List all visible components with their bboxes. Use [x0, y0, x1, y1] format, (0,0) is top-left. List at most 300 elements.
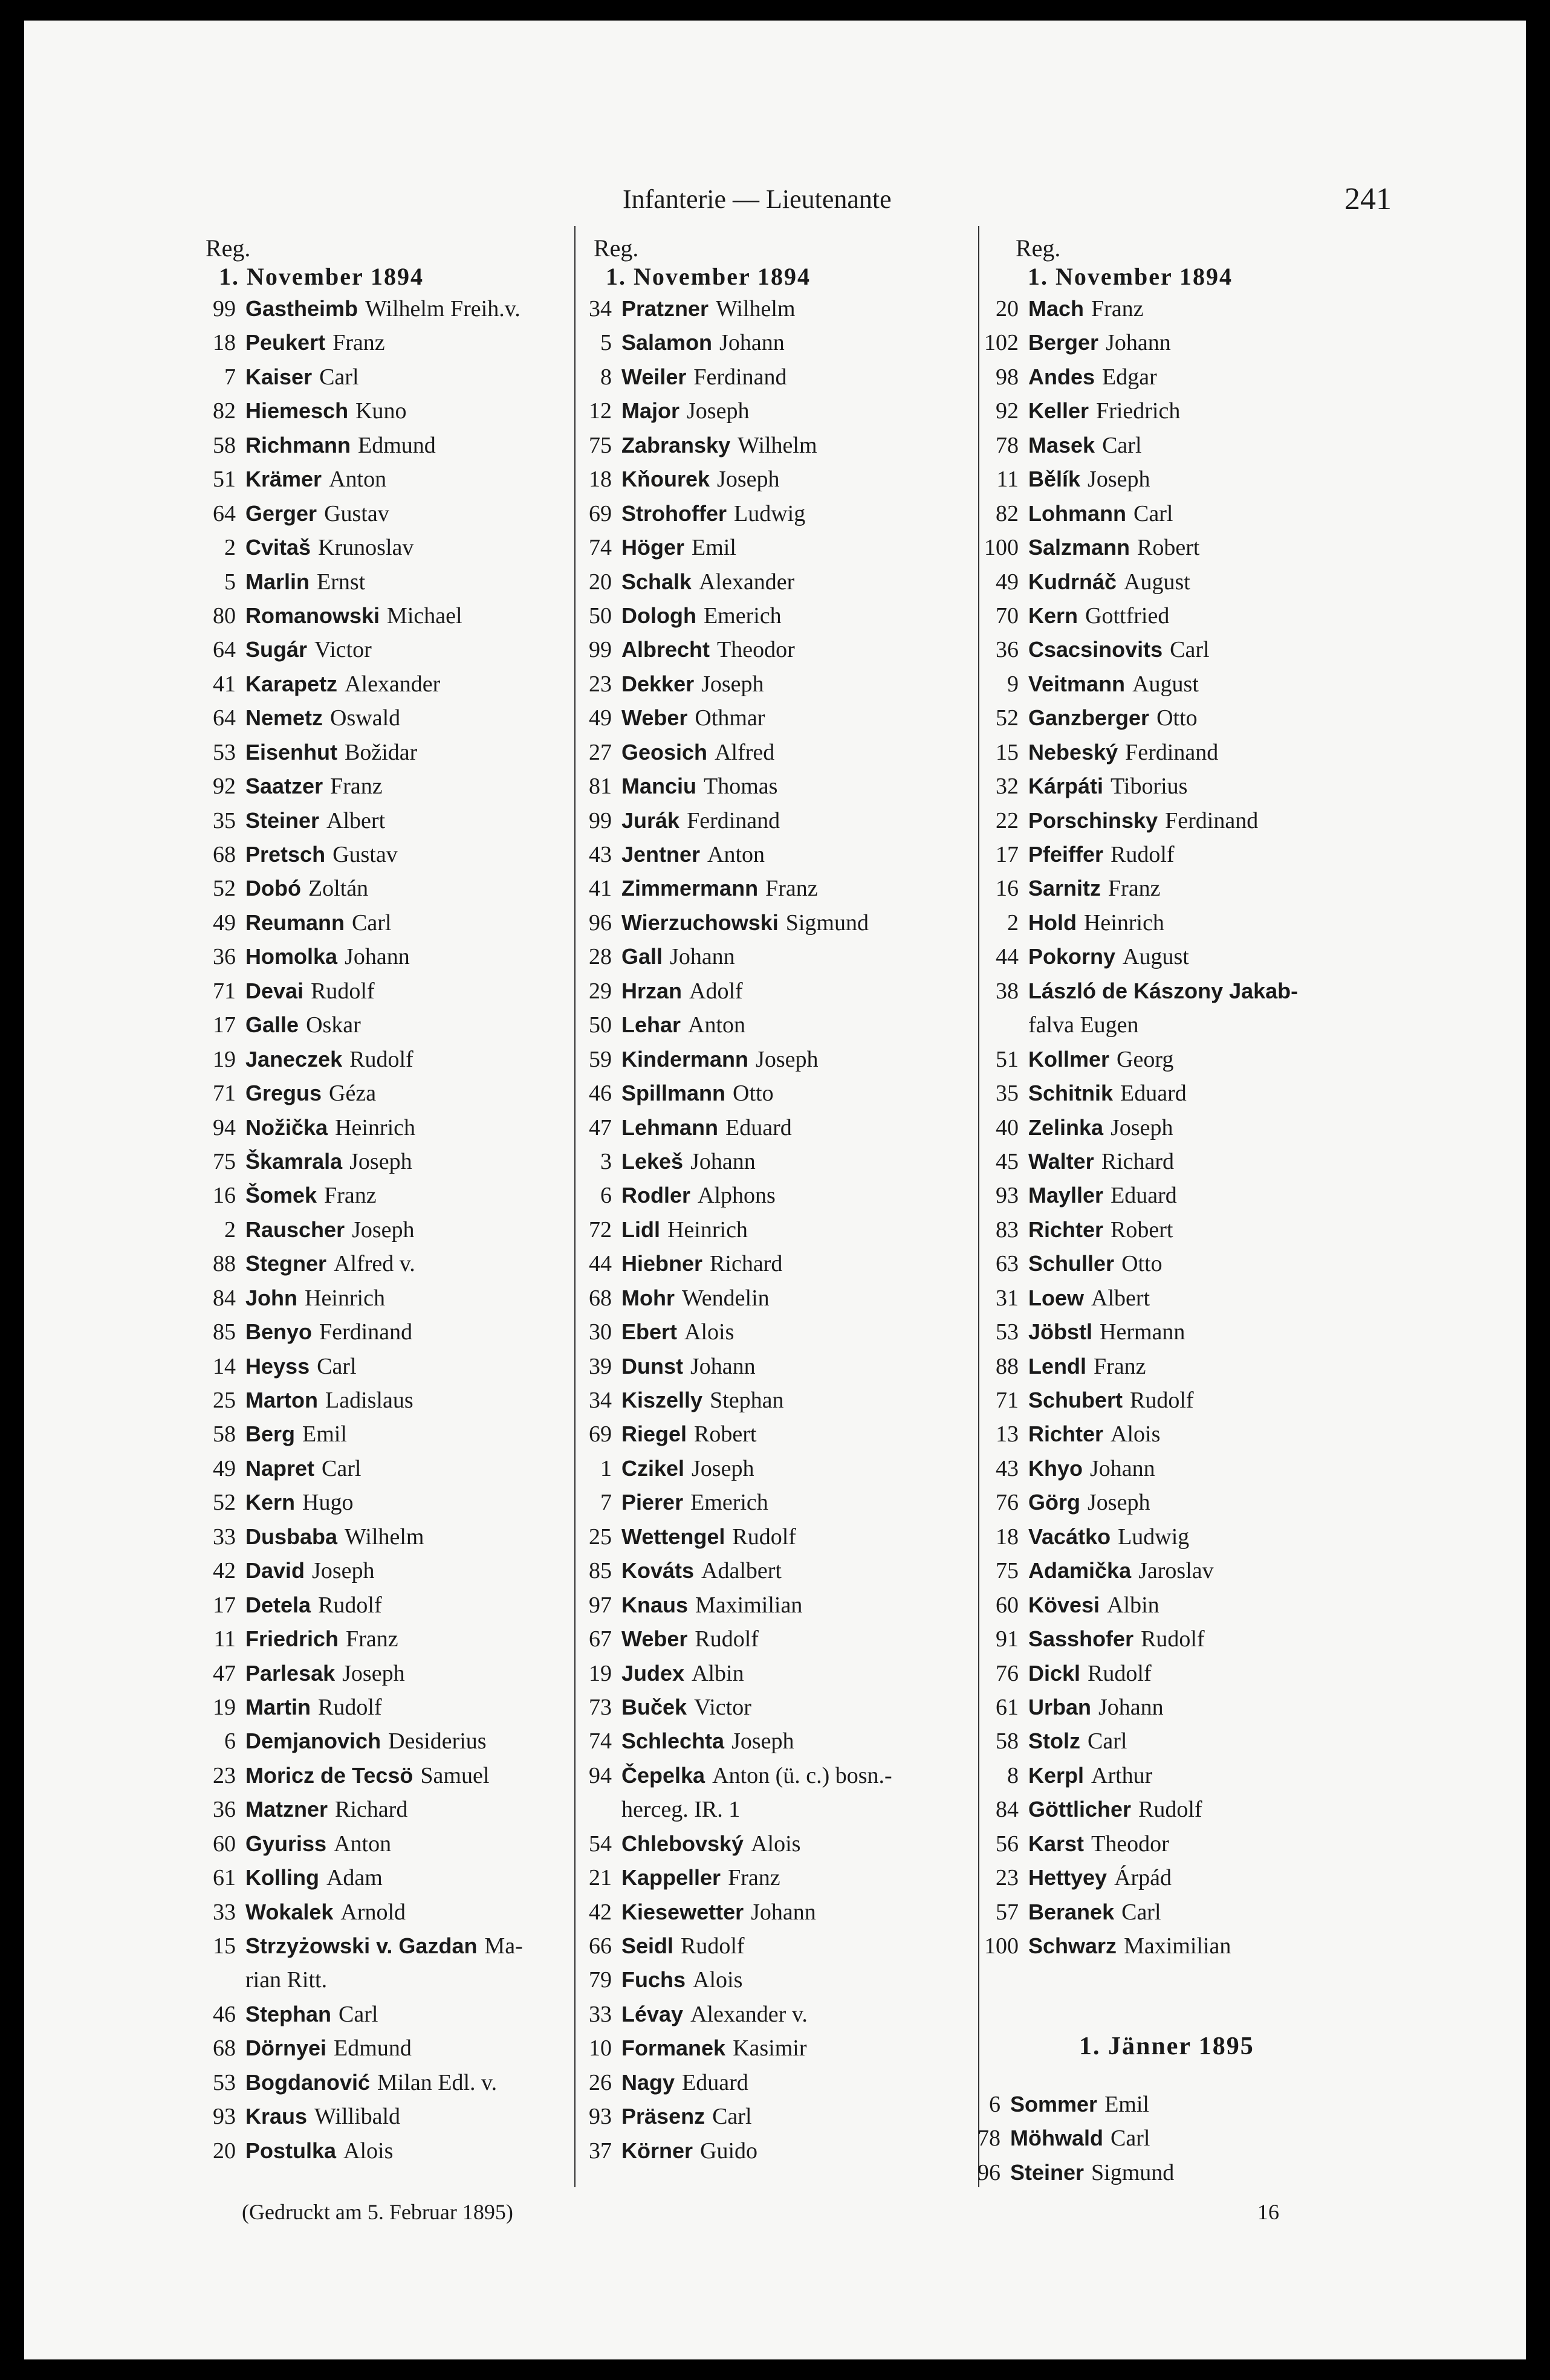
regiment-number: 84 [996, 1797, 1019, 1823]
given-name: Robert [1111, 1217, 1173, 1243]
regiment-number: 15 [213, 1933, 236, 1959]
regiment-number: 35 [996, 1081, 1019, 1107]
regiment-number: 10 [589, 2036, 612, 2061]
list-item [169, 906, 523, 940]
list-item [545, 326, 892, 360]
surname: Šomek [245, 1183, 317, 1208]
given-name: Adalbert [701, 1558, 782, 1584]
regiment-number: 75 [213, 1148, 236, 1174]
surname: Schlechta [621, 1728, 725, 1754]
list-item [545, 1383, 892, 1417]
list-item [545, 1417, 892, 1451]
regiment-number: 93 [213, 2104, 236, 2130]
given-name: Emil [692, 535, 736, 561]
regiment-number: 70 [996, 603, 1019, 629]
regiment-number: 93 [589, 2104, 612, 2130]
given-name: Carl [1102, 432, 1142, 458]
surname: Stephan [245, 2001, 332, 2026]
list-item [169, 1588, 523, 1622]
regiment-number: 44 [996, 944, 1019, 970]
list-item [952, 1315, 1298, 1349]
list-item [952, 326, 1298, 360]
list-item [169, 599, 523, 633]
given-name: Carl [1088, 1728, 1127, 1754]
regiment-number: 63 [996, 1251, 1019, 1277]
list-item [934, 2156, 1174, 2190]
surname: Kováts [621, 1558, 695, 1583]
list-item [169, 292, 523, 326]
given-name: Ludwig [1118, 1524, 1190, 1550]
list-item [545, 1588, 892, 1622]
given-name: Rudolf [349, 1046, 413, 1072]
given-name: Willibald [314, 2104, 401, 2130]
list-item [169, 1179, 523, 1212]
surname: Höger [621, 535, 685, 560]
list-item [545, 736, 892, 769]
given-name: Franz [1108, 876, 1161, 902]
regiment-number: 61 [996, 1694, 1019, 1720]
regiment-number: 33 [213, 1524, 236, 1550]
surname: Czikel [621, 1455, 685, 1481]
given-name: Johann [690, 1148, 756, 1174]
given-name: Johann [1106, 330, 1171, 356]
given-name: Heinrich [335, 1114, 416, 1140]
given-name: Jaroslav [1138, 1558, 1214, 1584]
surname: Kraus [245, 2104, 308, 2129]
regiment-number: 9 [1007, 671, 1019, 697]
surname: Richmann [245, 432, 351, 458]
surname: Kollmer [1028, 1046, 1110, 1072]
given-name: Alois [343, 2138, 394, 2164]
surname: Stegner [245, 1251, 327, 1276]
given-name: Richard [335, 1797, 408, 1823]
given-name: Carl [317, 1353, 357, 1379]
regiment-number: 12 [589, 398, 612, 424]
list-item [952, 1657, 1298, 1690]
regiment-number: 74 [589, 1728, 612, 1754]
surname: Strohoffer [621, 500, 727, 526]
regiment-number: 2 [1007, 910, 1019, 936]
given-name: Robert [1137, 535, 1200, 561]
surname: Kolling [245, 1865, 319, 1890]
list-item [545, 804, 892, 838]
given-name: Rudolf [1130, 1388, 1194, 1413]
given-name: Adam [326, 1865, 383, 1891]
regiment-number: 29 [589, 978, 612, 1004]
given-name: Franz [1091, 296, 1144, 322]
regiment-number: 67 [589, 1626, 612, 1652]
regiment-number: 58 [213, 1421, 236, 1447]
list-item [169, 1111, 523, 1145]
regiment-number: 23 [996, 1865, 1019, 1891]
given-name: Joseph [352, 1217, 415, 1243]
surname: Karst [1028, 1831, 1085, 1856]
given-name: August [1123, 944, 1189, 970]
given-name: Otto [733, 1081, 774, 1107]
list-item [952, 428, 1298, 462]
surname: Knaus [621, 1592, 689, 1617]
given-name: Samuel [420, 1762, 490, 1788]
section-date-2: 1. Jänner 1895 [1079, 2032, 1254, 2060]
given-name: Albin [1107, 1592, 1159, 1618]
regiment-number: 36 [996, 637, 1019, 663]
given-name: Rudolf [318, 1592, 382, 1618]
list-item [952, 1486, 1298, 1519]
list-item [169, 1486, 523, 1519]
section-date: 1. November 1894 [606, 263, 811, 290]
list-item [169, 1350, 523, 1383]
list-item [545, 1657, 892, 1690]
given-name: Joseph [701, 671, 764, 697]
given-name: Carl [1121, 1899, 1161, 1925]
surname: Sasshofer [1028, 1626, 1134, 1652]
regiment-number: 85 [213, 1319, 236, 1345]
surname: Heyss [245, 1353, 310, 1379]
given-name: Carl [712, 2104, 752, 2130]
surname: Homolka [245, 944, 338, 969]
surname: Rauscher [245, 1217, 345, 1242]
regiment-number: 46 [213, 2001, 236, 2027]
given-name: Kuno [355, 398, 407, 424]
list-item [169, 1690, 523, 1724]
surname: Lidl [621, 1217, 660, 1242]
list-item [545, 1929, 892, 1963]
surname: Kern [245, 1490, 296, 1515]
surname: Salzmann [1028, 535, 1130, 560]
list-item [545, 1452, 892, 1486]
given-name: Ladislaus [325, 1388, 413, 1413]
list-item [952, 1861, 1298, 1895]
given-name: Stephan [710, 1388, 784, 1413]
regiment-number: 18 [589, 467, 612, 493]
column-1 [169, 235, 523, 2168]
regiment-number: 8 [1007, 1762, 1019, 1788]
list-item [952, 1179, 1298, 1212]
surname: Sugár [245, 637, 308, 662]
regiment-number: 52 [213, 1490, 236, 1516]
list-item [169, 1997, 523, 2031]
surname: Pierer [621, 1490, 684, 1515]
reg-label: Reg. [594, 234, 639, 262]
column-2 [545, 235, 892, 2168]
list-item [952, 531, 1298, 564]
list-item [952, 1383, 1298, 1417]
surname: Veitmann [1028, 671, 1126, 696]
surname: Kern [1028, 603, 1078, 628]
surname: Berg [245, 1421, 296, 1447]
list-item [952, 1622, 1298, 1656]
given-name: Franz [330, 774, 383, 800]
given-name: Maximilian [1124, 1933, 1231, 1959]
given-name: Heinrich [667, 1217, 748, 1243]
list-item [169, 326, 523, 360]
surname: Cvitaš [245, 535, 311, 560]
regiment-number: 51 [213, 467, 236, 493]
surname: Nagy [621, 2069, 675, 2095]
given-name: Anton [329, 467, 387, 493]
given-name: Georg [1117, 1046, 1174, 1072]
section-date: 1. November 1894 [219, 263, 424, 290]
regiment-number: 25 [589, 1524, 612, 1550]
regiment-number: 64 [213, 500, 236, 526]
list-item [952, 1827, 1298, 1861]
list-item [545, 1350, 892, 1383]
given-name: Rudolf [732, 1524, 796, 1550]
given-name: Ludwig [734, 500, 806, 526]
regiment-number: 69 [589, 500, 612, 526]
given-name: Emerich [690, 1490, 768, 1516]
surname: Hiebner [621, 1251, 703, 1276]
given-name: Božidar [345, 739, 418, 765]
surname: Benyo [245, 1319, 313, 1345]
list-item [545, 701, 892, 735]
list-item [545, 769, 892, 803]
regiment-number: 81 [589, 774, 612, 800]
given-name: Oskar [306, 1012, 361, 1038]
surname: Richter [1028, 1421, 1104, 1447]
surname: Lendl [1028, 1353, 1086, 1379]
list-item [545, 1213, 892, 1247]
list-item [934, 2087, 1174, 2121]
regiment-number: 16 [213, 1183, 236, 1209]
given-name: Gustav [324, 500, 389, 526]
given-name: Johann [1098, 1694, 1164, 1720]
surname: Kárpáti [1028, 774, 1104, 799]
surname: Mayller [1028, 1183, 1104, 1208]
list-item [169, 940, 523, 974]
list-item [545, 1895, 892, 1929]
regiment-number: 41 [589, 876, 612, 902]
given-name: Rudolf [1088, 1660, 1152, 1686]
list-item [952, 701, 1298, 735]
given-name: Gustav [332, 842, 398, 867]
surname: Galle [245, 1012, 299, 1038]
surname: Wierzuchowski [621, 910, 779, 935]
list-item [952, 565, 1298, 599]
regiment-number: 22 [996, 807, 1019, 833]
surname: Geosich [621, 739, 708, 765]
regiment-number: 16 [996, 876, 1019, 902]
regiment-number: 52 [996, 705, 1019, 731]
surname: Čepelka [621, 1762, 705, 1788]
surname: Lohmann [1028, 500, 1126, 526]
given-name: Ernst [317, 569, 366, 595]
given-name: Eduard [725, 1114, 792, 1140]
regiment-number: 71 [213, 1081, 236, 1107]
regiment-number: 76 [996, 1490, 1019, 1516]
regiment-number: 19 [213, 1694, 236, 1720]
regiment-number: 82 [996, 500, 1019, 526]
list-item [545, 1690, 892, 1724]
list-item [169, 1383, 523, 1417]
given-name: Johann [719, 330, 785, 356]
given-name: Albin [692, 1660, 744, 1686]
given-name: Anton (ü. c.) bosn.- [712, 1762, 892, 1788]
list-item [545, 1759, 892, 1793]
list-item [952, 871, 1298, 905]
surname: Peukert [245, 330, 326, 355]
regiment-number: 61 [213, 1865, 236, 1891]
given-name: Theodor [717, 637, 795, 663]
surname: Detela [245, 1592, 311, 1617]
regiment-number: 43 [996, 1455, 1019, 1481]
given-name: Alois [751, 1831, 801, 1857]
given-name: Gottfried [1085, 603, 1170, 629]
given-name: Arthur [1091, 1762, 1153, 1788]
given-name: Arnold [340, 1899, 406, 1925]
given-name: Franz [728, 1865, 780, 1891]
surname: Dobó [245, 876, 301, 901]
given-name: Anton [334, 1831, 392, 1857]
regiment-number: 68 [213, 2036, 236, 2061]
surname: Hold [1028, 910, 1077, 935]
surname: Reumann [245, 910, 345, 935]
list-item [934, 2121, 1174, 2155]
regiment-number: 73 [589, 1694, 612, 1720]
given-name: Joseph [692, 1455, 754, 1481]
regiment-number: 3 [600, 1148, 612, 1174]
regiment-number: 34 [589, 1388, 612, 1413]
surname: Gastheimb [245, 296, 358, 321]
given-name: Sigmund [1091, 2159, 1175, 2185]
list-item [545, 1179, 892, 1212]
list-item [545, 1520, 892, 1554]
surname: Dunst [621, 1353, 683, 1379]
given-name: Carl [1133, 500, 1173, 526]
surname: László de Kászony Jakab- [1028, 978, 1299, 1003]
list-item [952, 1929, 1298, 1963]
surname: Dörnyei [245, 2036, 327, 2061]
list-item [952, 497, 1298, 531]
surname: Schitnik [1028, 1081, 1114, 1106]
given-name: Ferdinand [1125, 739, 1219, 765]
given-name: Adolf [689, 978, 743, 1004]
regiment-number: 44 [589, 1251, 612, 1277]
regiment-number: 33 [589, 2001, 612, 2027]
given-name: Alfred v. [334, 1251, 415, 1277]
surname: Schuller [1028, 1251, 1115, 1276]
regiment-number: 91 [996, 1626, 1019, 1652]
surname: Gyuriss [245, 1831, 327, 1856]
list-item [169, 1008, 523, 1042]
list-item [545, 1111, 892, 1145]
list-item [169, 1281, 523, 1315]
list-item [169, 565, 523, 599]
reg-label: Reg. [1016, 234, 1061, 262]
given-name: Robert [694, 1421, 757, 1447]
given-name: Richard [1101, 1148, 1174, 1174]
list-item [545, 599, 892, 633]
regiment-number: 68 [213, 842, 236, 867]
surname: Lehar [621, 1012, 681, 1038]
given-name: Franz [1094, 1353, 1146, 1379]
surname: Kňourek [621, 467, 710, 492]
regiment-number: 52 [213, 876, 236, 902]
given-name: Heinrich [1083, 910, 1164, 936]
surname: Parlesak [245, 1660, 336, 1686]
regiment-number: 49 [589, 705, 612, 731]
entry-list [545, 292, 892, 2168]
list-item [545, 1827, 892, 1861]
given-name: Wilhelm [345, 1524, 424, 1550]
surname: Hiemesch [245, 398, 349, 424]
surname: Gregus [245, 1081, 322, 1106]
list-item [169, 1554, 523, 1588]
regiment-number: 31 [996, 1285, 1019, 1311]
surname: Urban [1028, 1694, 1092, 1719]
continuation-line: falva Eugen [1028, 1012, 1139, 1038]
surname: Richter [1028, 1217, 1104, 1242]
regiment-number: 58 [996, 1728, 1019, 1754]
regiment-number: 82 [213, 398, 236, 424]
surname: Kindermann [621, 1046, 749, 1072]
given-name: Rudolf [695, 1626, 759, 1652]
given-name: Árpád [1114, 1865, 1172, 1891]
given-name: Joseph [1088, 1490, 1150, 1516]
print-note: (Gedruckt am 5. Februar 1895) [242, 2200, 513, 2224]
regiment-number: 84 [213, 1285, 236, 1311]
surname: Keller [1028, 398, 1089, 424]
list-item [169, 769, 523, 803]
list-item [169, 1145, 523, 1179]
regiment-number: 59 [589, 1046, 612, 1072]
list-item [545, 940, 892, 974]
surname: Andes [1028, 364, 1095, 389]
regiment-number: 2 [224, 535, 236, 561]
regiment-number: 49 [996, 569, 1019, 595]
surname: Khyo [1028, 1455, 1083, 1481]
regiment-number: 100 [984, 535, 1019, 561]
surname: Kiesewetter [621, 1899, 744, 1924]
list-item [545, 1963, 892, 1997]
list-item [952, 1554, 1298, 1588]
list-item [952, 1452, 1298, 1486]
given-name: Maximilian [695, 1592, 803, 1618]
list-item [952, 1145, 1298, 1179]
surname: Marlin [245, 569, 310, 594]
surname: Göttlicher [1028, 1797, 1132, 1822]
list-item [545, 1008, 892, 1042]
regiment-number: 39 [589, 1353, 612, 1379]
given-name: Victor [314, 637, 372, 663]
list-item [545, 462, 892, 496]
regiment-number: 60 [996, 1592, 1019, 1618]
surname: Präsenz [621, 2104, 705, 2129]
regiment-number: 98 [996, 364, 1019, 390]
regiment-number: 53 [213, 739, 236, 765]
given-name: Anton [688, 1012, 746, 1038]
surname: John [245, 1285, 297, 1310]
surname: Berger [1028, 330, 1099, 355]
surname: Albrecht [621, 637, 710, 662]
given-name: Franz [346, 1626, 398, 1652]
regiment-number: 20 [589, 569, 612, 595]
regiment-number: 7 [600, 1490, 612, 1516]
list-item [952, 1213, 1298, 1247]
list-item [952, 736, 1298, 769]
list-item [952, 940, 1298, 974]
surname: Major [621, 398, 680, 424]
list-item [952, 1043, 1298, 1076]
surname: Stolz [1028, 1728, 1080, 1754]
regiment-number: 34 [589, 296, 612, 322]
list-item [952, 360, 1298, 394]
regiment-number: 32 [996, 774, 1019, 800]
regiment-number: 23 [589, 671, 612, 697]
regiment-number: 47 [589, 1114, 612, 1140]
surname: Wokalek [245, 1899, 334, 1924]
given-name: Desiderius [388, 1728, 487, 1754]
